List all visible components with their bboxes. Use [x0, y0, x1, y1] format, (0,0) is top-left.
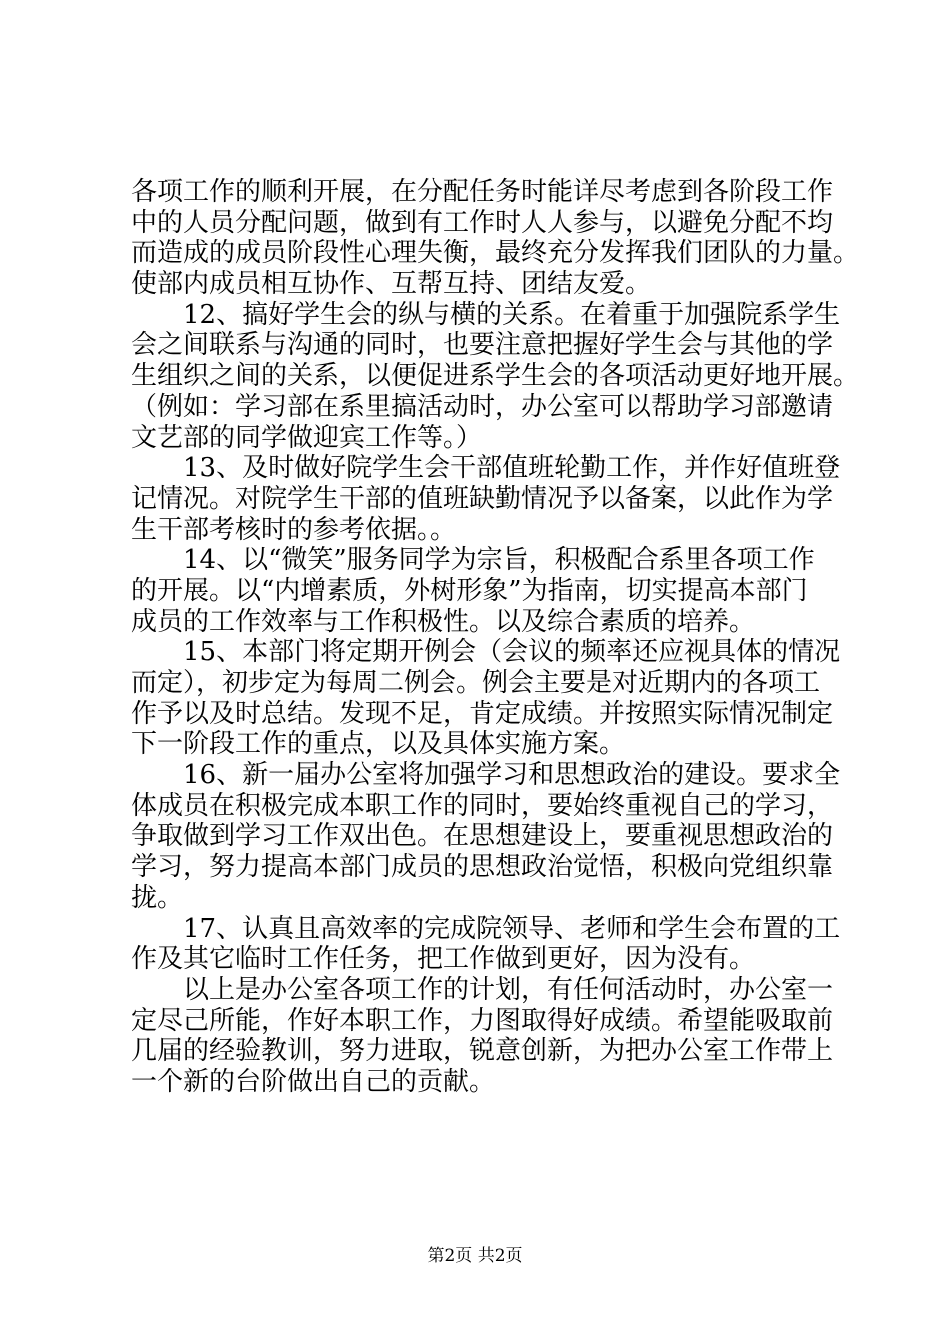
document-body — [131, 177, 860, 1098]
text-line: 中的人员分配问题，做到有工作时人人参与，以避免分配不均 — [131, 207, 834, 238]
text-line: 的开展。以“内增素质，外树形象”为指南，切实提高本部门 — [131, 575, 808, 606]
paragraph-16-start: 16、新一届办公室将加强学习和思想政治的建设。要求全 — [183, 760, 841, 791]
text-line: 各项工作的顺利开展，在分配任务时能详尽考虑到各阶段工作 — [131, 177, 834, 207]
text-line: 生干部考核时的参考依据。。 — [131, 514, 457, 545]
page-number-footer: 第2页 共2页 — [427, 1246, 523, 1266]
text-line: 会之间联系与沟通的同时，也要注意把握好学生会与其他的学 — [131, 330, 834, 361]
paragraph-15-start: 15、本部门将定期开例会（会议的频率还应视具体的情况 — [183, 637, 841, 668]
text-line: 记情况。对院学生干部的值班缺勤情况予以备案，以此作为学 — [131, 483, 834, 514]
text-line: 争取做到学习工作双出色。在思想建设上，要重视思想政治的 — [131, 821, 834, 852]
paragraph-13-start: 13、及时做好院学生会干部值班轮勤工作，并作好值班登 — [183, 453, 841, 484]
text-line: 作予以及时总结。发现不足，肯定成绩。并按照实际情况制定 — [131, 698, 834, 729]
text-line: 作及其它临时工作任务，把工作做到更好，因为没有。 — [131, 944, 756, 975]
paragraph-14-start: 14、以“微笑”服务同学为宗旨，积极配合系里各项工作 — [183, 545, 815, 576]
paragraph-12-start: 12、搞好学生会的纵与横的关系。在着重于加强院系学生 — [183, 299, 841, 330]
text-line: 拢。 — [131, 882, 184, 913]
text-line: 而造成的成员阶段性心理失衡，最终充分发挥我们团队的力量。 — [131, 238, 860, 269]
text-line: 下一阶段工作的重点，以及具体实施方案。 — [131, 729, 626, 760]
text-line: 体成员在积极完成本职工作的同时，要始终重视自己的学习， — [131, 790, 834, 821]
text-line: 一个新的台阶做出自己的贡献。 — [131, 1066, 496, 1097]
paragraph-17-start: 17、认真且高效率的完成院领导、老师和学生会布置的工 — [183, 913, 841, 944]
text-line: 文艺部的同学做迎宾工作等。） — [131, 422, 483, 453]
text-line: 几届的经验教训，努力进取，锐意创新，为把办公室工作带上 — [131, 1036, 834, 1067]
text-line: 成员的工作效率与工作积极性。以及综合素质的培养。 — [131, 606, 756, 637]
text-line: 而定），初步定为每周二例会。例会主要是对近期内的各项工 — [131, 668, 821, 698]
text-line: 使部内成员相互协作、互帮互持、团结友爱。 — [131, 269, 652, 300]
text-line: 学习，努力提高本部门成员的思想政治觉悟，积极向党组织靠 — [131, 852, 834, 883]
closing-paragraph-start: 以上是办公室各项工作的计划，有任何活动时，办公室一 — [183, 974, 834, 1005]
text-line: （例如：学习部在系里搞活动时，办公室可以帮助学习部邀请 — [131, 391, 834, 422]
text-line: 生组织之间的关系，以便促进系学生会的各项活动更好地开展。 — [131, 361, 860, 392]
text-line: 定尽己所能，作好本职工作，力图取得好成绩。希望能吸取前 — [131, 1005, 834, 1036]
